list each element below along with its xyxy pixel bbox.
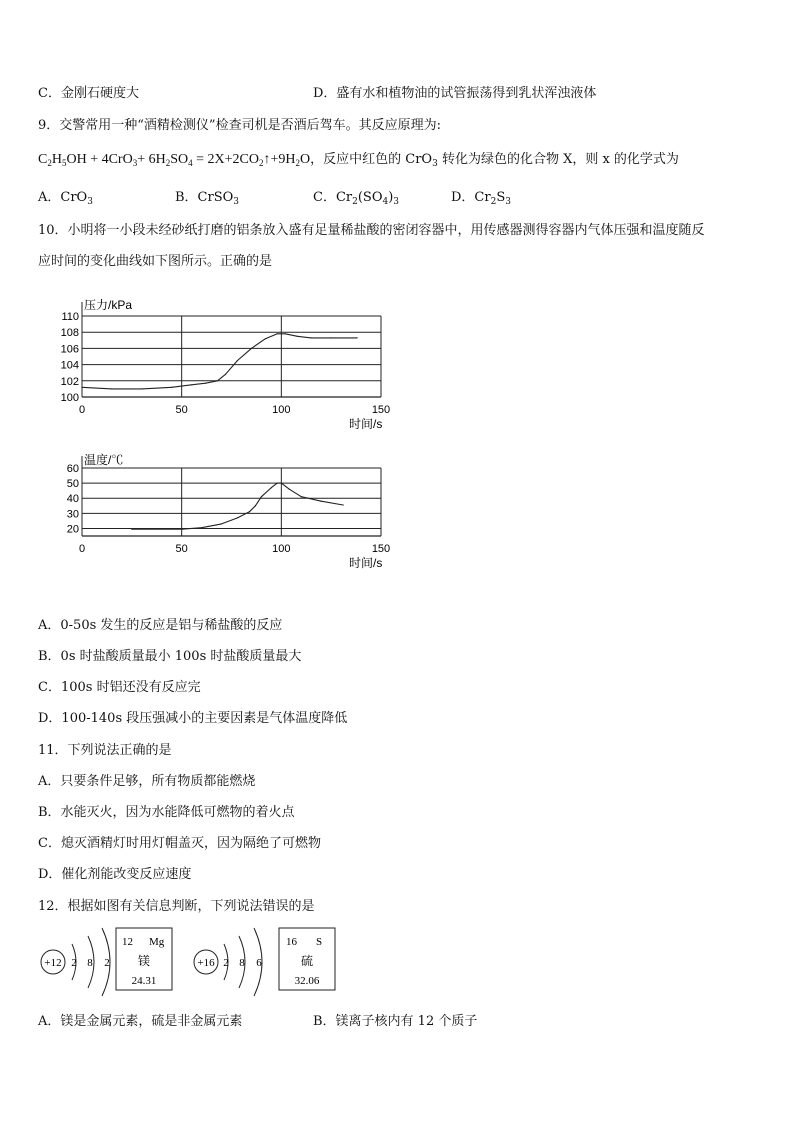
q11-option-a: A．只要条件足够，所有物质都能燃烧 <box>38 774 256 789</box>
q12-stem: 12．根据如图有关信息判断，下列说法错误的是 <box>38 899 315 914</box>
temperature-point-9 <box>277 483 278 484</box>
temperature-ytick-label-4: 60 <box>66 463 79 475</box>
pressure-point-3 <box>171 387 172 388</box>
temperature-ytick-label-2: 40 <box>66 493 79 506</box>
pressure-point-9 <box>251 348 252 349</box>
temperature-point-4 <box>237 517 238 518</box>
temperature-xtick-label-1: 50 <box>175 543 188 555</box>
atom-diagrams <box>36 922 346 1004</box>
s-element-card <box>279 928 335 990</box>
s-symbol: S <box>316 936 323 948</box>
pressure-point-7 <box>225 374 226 375</box>
pressure-chart <box>40 292 400 442</box>
pressure-point-14 <box>311 337 312 338</box>
q9-equation: $C_2H_5OH + 4CrO_3+ 6H_2SO_4$ = $2X+2CO_2↑+9H_2O$ <box>38 152 311 168</box>
mg-symbol: Mg <box>149 936 165 948</box>
pressure-point-11 <box>277 333 278 334</box>
q9-option-d: D．$Cr_2S_3$ <box>451 190 511 207</box>
temperature-point-2 <box>201 527 202 528</box>
q9-option-c: C．$Cr_2(SO_4)_3$ <box>313 190 400 207</box>
mg-element-card <box>116 928 172 990</box>
temperature-point-8 <box>271 487 272 488</box>
prev-option-c: C．金刚石硬度大 <box>38 86 139 101</box>
q10-option-d: D．100-140s 段压强减小的主要因素是气体温度降低 <box>38 711 348 726</box>
mg-shell-3-electrons: 2 <box>104 957 110 969</box>
pressure-ytick-label-4: 108 <box>60 327 79 340</box>
pressure-xtick-label-3: 150 <box>371 404 391 416</box>
pressure-xlabel: 时间/s <box>349 417 383 431</box>
temperature-xlabel: 时间/s <box>349 556 383 570</box>
q9-equation-line: $C_2H_5OH + 4CrO_3+ 6H_2SO_4$ = $2X+2CO_2↑+9H_2O$，反应中红色的 CrO$_3$ 转化为绿色的化合物 X，则 x 的化学式为 <box>38 152 679 169</box>
temperature-point-7 <box>261 496 262 497</box>
s-atomic-number: 16 <box>286 936 297 948</box>
pressure-point-12 <box>285 333 286 334</box>
mg-atomic-mass: 24.31 <box>131 975 157 987</box>
pressure-point-5 <box>205 383 206 384</box>
q9-option-b: B．CrSO$_3$ <box>175 190 240 207</box>
pressure-ytick-label-3: 106 <box>60 343 79 356</box>
temperature-point-1 <box>181 529 182 530</box>
pressure-xtick-label-1: 50 <box>175 404 188 416</box>
temperature-point-13 <box>321 501 322 502</box>
q12-option-a: A．镁是金属元素，硫是非金属元素 <box>38 1014 243 1029</box>
q10-option-a: A．0-50s 发生的反应是铝与稀盐酸的反应 <box>38 618 283 633</box>
q9-option-a: A．CrO$_3$ <box>38 190 93 207</box>
pressure-point-1 <box>111 388 112 389</box>
q11-option-b: B．水能灭火，因为水能降低可燃物的着火点 <box>38 805 295 820</box>
pressure-point-8 <box>237 360 238 361</box>
mg-shell-1-electrons: 2 <box>71 957 77 969</box>
pressure-point-15 <box>331 337 332 338</box>
temperature-point-0 <box>131 529 132 530</box>
mg-shell-2-electrons: 8 <box>87 957 93 969</box>
q10-option-b: B．0s 时盐酸质量最小 100s 时盐酸质量最大 <box>38 649 302 664</box>
temperature-chart <box>40 448 400 596</box>
pressure-xtick-label-0: 0 <box>78 404 86 416</box>
temperature-point-11 <box>289 489 290 490</box>
pressure-xtick-label-2: 100 <box>272 404 291 416</box>
temperature-point-10 <box>281 483 282 484</box>
pressure-point-13 <box>297 336 298 337</box>
temperature-point-3 <box>221 523 222 524</box>
s-shell-2-electrons: 8 <box>239 957 245 969</box>
s-shell-3-electrons: 6 <box>256 957 262 969</box>
pressure-point-0 <box>81 387 82 388</box>
temperature-ytick-label-1: 30 <box>66 508 79 521</box>
mg-atomic-number: 12 <box>122 936 133 948</box>
temperature-point-5 <box>249 511 250 512</box>
q11-option-c: C．熄灭酒精灯时用灯帽盖灭，因为隔绝了可燃物 <box>38 836 321 851</box>
q10-option-c: C．100s 时铝还没有反应完 <box>38 680 201 695</box>
temperature-ylabel: 温度/℃ <box>84 453 124 467</box>
pressure-ytick-label-2: 104 <box>60 359 79 372</box>
pressure-ytick-label-1: 102 <box>60 375 79 388</box>
prev-option-d: D．盛有水和植物油的试管振荡得到乳状浑浊液体 <box>313 86 597 101</box>
pressure-point-2 <box>141 388 142 389</box>
q12-option-b: B．镁离子核内有 12 个质子 <box>313 1014 478 1029</box>
pressure-point-16 <box>356 337 357 338</box>
q9-equation-tail: ，反应中红色的 CrO <box>310 152 433 167</box>
temperature-point-6 <box>255 505 256 506</box>
temperature-ytick-label-0: 20 <box>66 523 79 536</box>
s-name: 硫 <box>300 954 314 968</box>
pressure-ylabel: 压力/kPa <box>84 298 133 312</box>
q10-stem-line1: 10．小明将一小段未经砂纸打磨的铝条放入盛有足量稀盐酸的密闭容器中，用传感器测得容器内气体压强和温度随反 <box>38 223 705 238</box>
temperature-series-line <box>132 483 343 529</box>
temperature-point-12 <box>301 496 302 497</box>
q9-stem: 9．交警常用一种“酒精检测仪”检查司机是否酒后驾车。其反应原理为: <box>38 118 441 133</box>
pressure-point-4 <box>191 384 192 385</box>
q11-option-d: D．催化剂能改变反应速度 <box>38 867 192 882</box>
q9-equation-tail2: 转化为绿色的化合物 X，则 x 的化学式为 <box>437 152 679 167</box>
mg-atom-structure <box>41 928 110 996</box>
q11-stem: 11．下列说法正确的是 <box>38 743 172 758</box>
temperature-xtick-label-2: 100 <box>272 543 291 555</box>
temperature-xtick-label-0: 0 <box>78 543 86 555</box>
pressure-ytick-label-5: 110 <box>61 311 79 323</box>
mg-nucleus-label: +12 <box>44 957 62 969</box>
q10-stem-line2: 应时间的变化曲线如下图所示。正确的是 <box>38 254 273 269</box>
s-shell-1-electrons: 2 <box>223 957 229 969</box>
s-atomic-mass: 32.06 <box>294 975 320 987</box>
temperature-point-14 <box>343 504 344 505</box>
s-nucleus-label: +16 <box>197 957 215 969</box>
temperature-ytick-label-3: 50 <box>66 478 79 491</box>
mg-name: 镁 <box>137 954 151 968</box>
temperature-xtick-label-3: 150 <box>371 543 391 555</box>
s-atom-structure <box>194 928 262 996</box>
pressure-point-10 <box>265 338 266 339</box>
pressure-point-6 <box>217 380 218 381</box>
pressure-ytick-label-0: 100 <box>60 392 79 404</box>
